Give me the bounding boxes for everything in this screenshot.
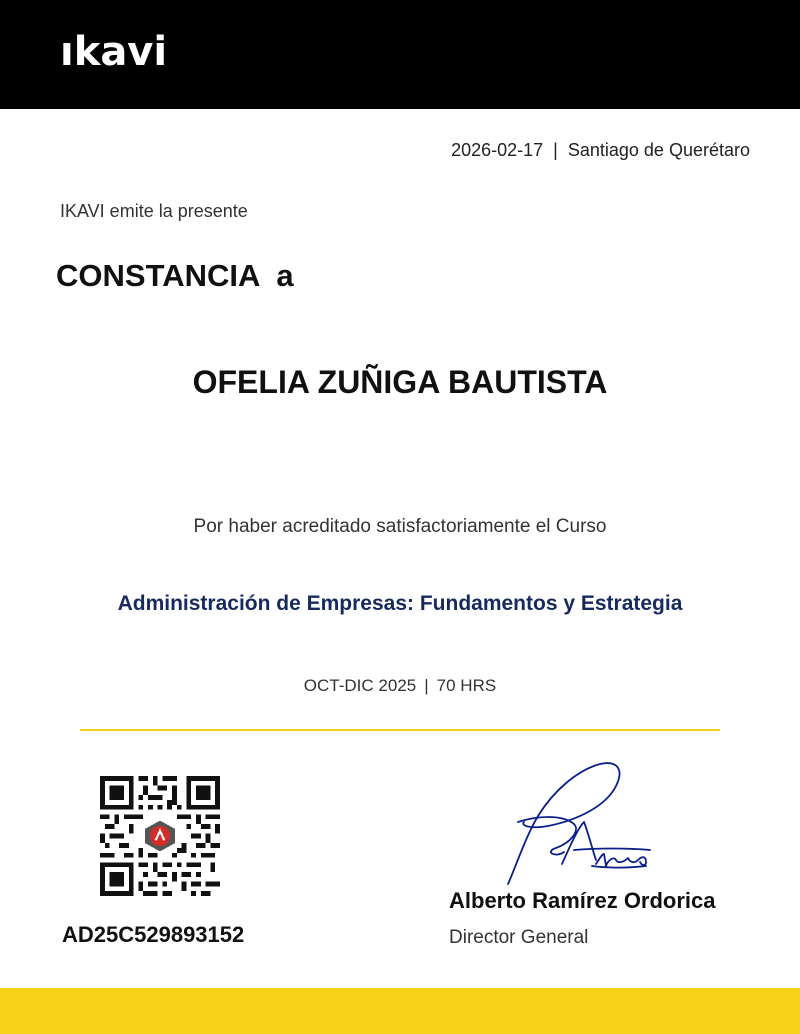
period-separator: |: [424, 676, 429, 695]
footer-bar: [0, 988, 800, 1034]
date-location: [451, 140, 750, 161]
ikavi-logo: ıkavi: [60, 29, 168, 75]
course-title: Administración de Empresas: Fundamentos y Estrategia: [117, 592, 683, 615]
period-dates: OCT-DIC 2025: [303, 676, 417, 695]
intro-text: IKAVI emite la presente: [60, 201, 248, 221]
header-bar: [0, 0, 800, 109]
course-period: [0, 676, 800, 696]
qr-code-icon: [100, 776, 220, 896]
signer-name: Alberto Ramírez Ordorica: [449, 888, 716, 913]
recipient-name: OFELIA ZUÑIGA BAUTISTA: [192, 364, 608, 400]
certificate-heading: CONSTANCIA a: [56, 258, 294, 293]
verification-code: AD25C529893152: [62, 922, 245, 947]
separator: |: [553, 140, 558, 160]
divider-line: [80, 729, 720, 731]
issue-date: 2026-02-17: [451, 140, 544, 160]
reason-text: Por haber acreditado satisfactoriamente el Curso: [193, 516, 607, 537]
course-hours: 70 HRS: [436, 676, 497, 695]
signer-title: Director General: [449, 927, 589, 948]
issue-location: Santiago de Querétaro: [567, 140, 750, 160]
handwritten-signature: [496, 756, 676, 888]
